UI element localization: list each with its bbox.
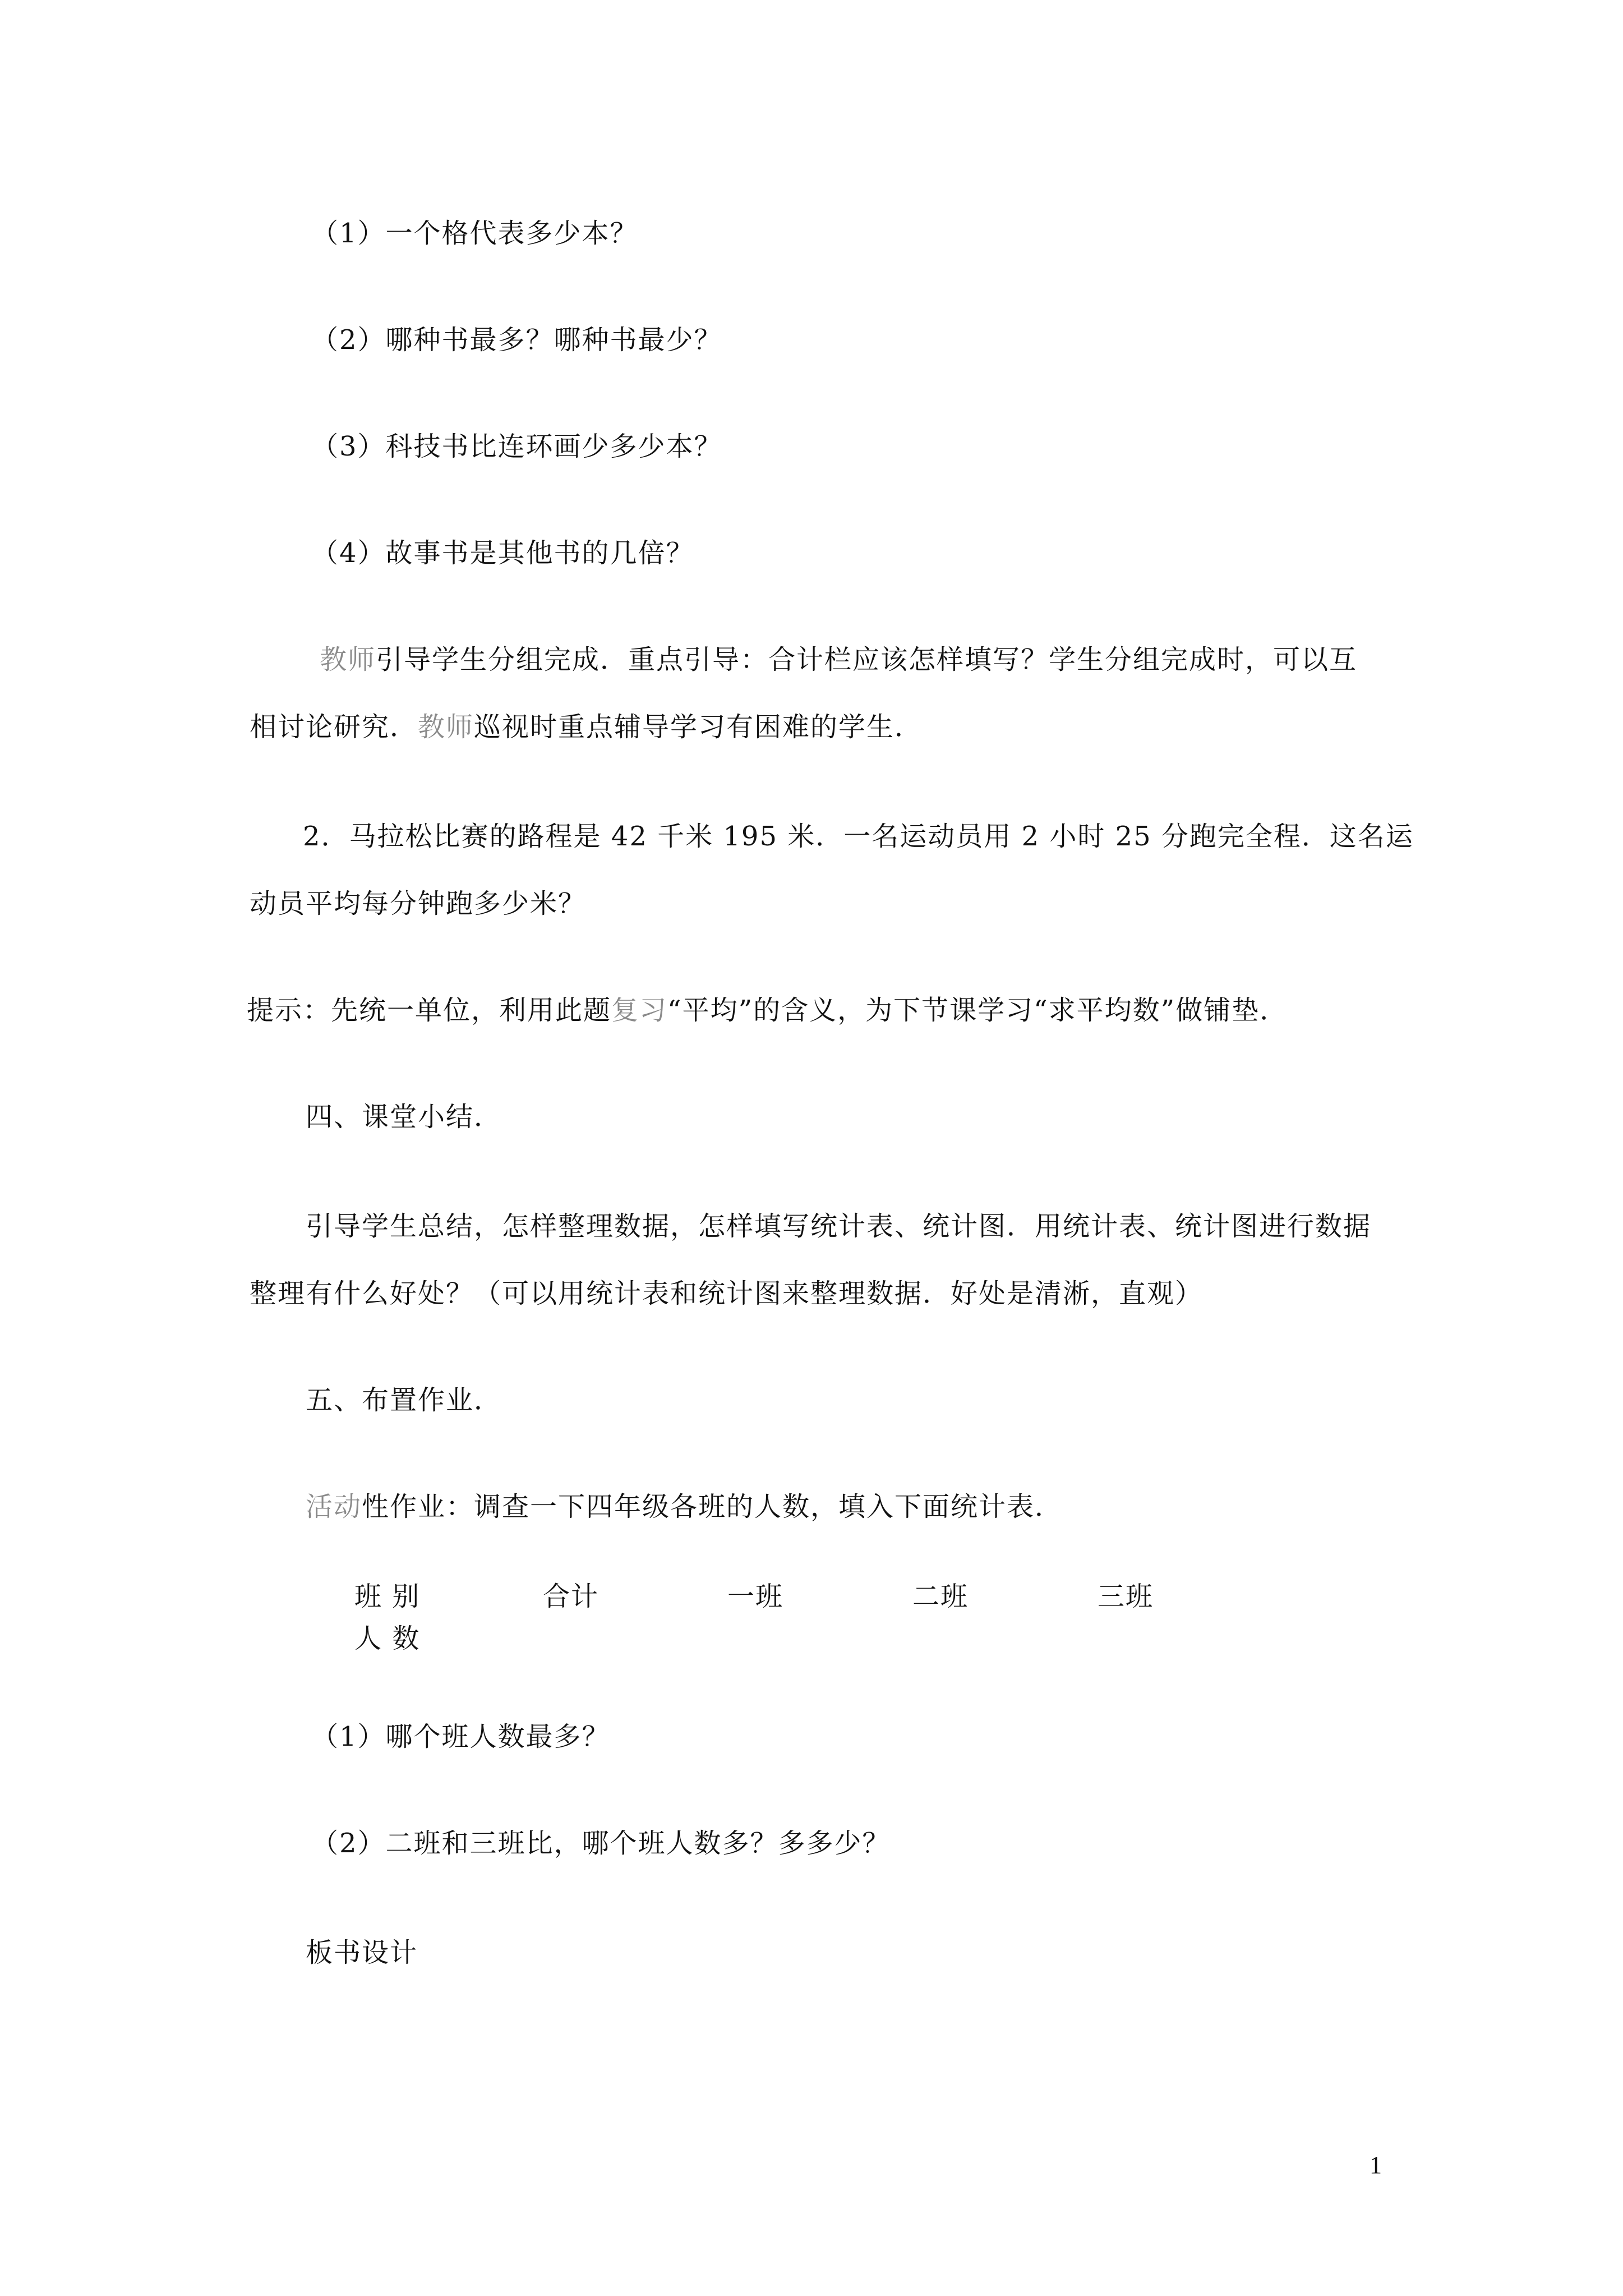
page-number: 1 (1370, 2151, 1382, 2179)
summary-line1: 引导学生总结，怎样整理数据，怎样填写统计表、统计图．用统计表、统计图进行数据 (306, 1211, 1372, 1242)
activity-text: 性作业：调查一下四年级各班的人数，填入下面统计表． (362, 1491, 1063, 1522)
hint-text-a: 提示：先统一单位，利用此题 (247, 995, 612, 1026)
board-design-heading: 板书设计 (306, 1937, 418, 1968)
question-1: （1）一个格代表多少本？ (311, 218, 638, 249)
table-header-class3: 三班 (1098, 1581, 1154, 1612)
hint-text-c: “平均”的含义，为下节课学习“求平均数”做铺垫． (667, 995, 1288, 1026)
question-3: （3）科技书比连环画少多少本？ (311, 431, 722, 462)
question-2: （2）哪种书最多？哪种书最少？ (311, 324, 722, 356)
teacher-word-2: 教师 (418, 711, 474, 743)
homework-question-1: （1）哪个班人数最多？ (311, 1721, 610, 1752)
teacher-guidance-line1 (320, 646, 1357, 673)
section-5-title: 五、布置作业． (306, 1384, 502, 1416)
teacher-guidance-text2c: 巡视时重点辅导学习有困难的学生． (474, 711, 923, 743)
hint-line (247, 997, 1288, 1024)
table-header-class1: 一班 (727, 1581, 784, 1612)
problem-2-line2: 动员平均每分钟跑多少米？ (250, 888, 587, 919)
homework-question-2: （2）二班和三班比，哪个班人数多？多多少？ (311, 1828, 891, 1859)
table-row-label: 人 数 (354, 1623, 421, 1654)
teacher-guidance-line2 (250, 711, 923, 743)
table-header-class2: 二班 (912, 1581, 969, 1612)
teacher-guidance-text2a: 相讨论研究． (250, 711, 418, 743)
teacher-guidance-text1: 引导学生分组完成．重点引导：合计栏应该怎样填写？学生分组完成时，可以互 (376, 644, 1358, 675)
hint-review-word: 复习 (611, 995, 668, 1026)
teacher-word: 教师 (320, 644, 376, 675)
table-header-class: 班 别 (354, 1581, 421, 1612)
question-4: （4）故事书是其他书的几倍？ (311, 537, 694, 569)
section-4-title: 四、课堂小结． (306, 1101, 502, 1133)
activity-homework (306, 1493, 1063, 1520)
activity-word: 活动 (306, 1491, 362, 1522)
summary-line2: 整理有什么好处？（可以用统计表和统计图来整理数据．好处是清淅，直观） (250, 1278, 1204, 1309)
problem-2-line1: 2．马拉松比赛的路程是 42 千米 195 米．一名运动员用 2 小时 25 分跑完全程．这名运 (303, 821, 1414, 852)
table-header-total: 合计 (543, 1581, 600, 1612)
